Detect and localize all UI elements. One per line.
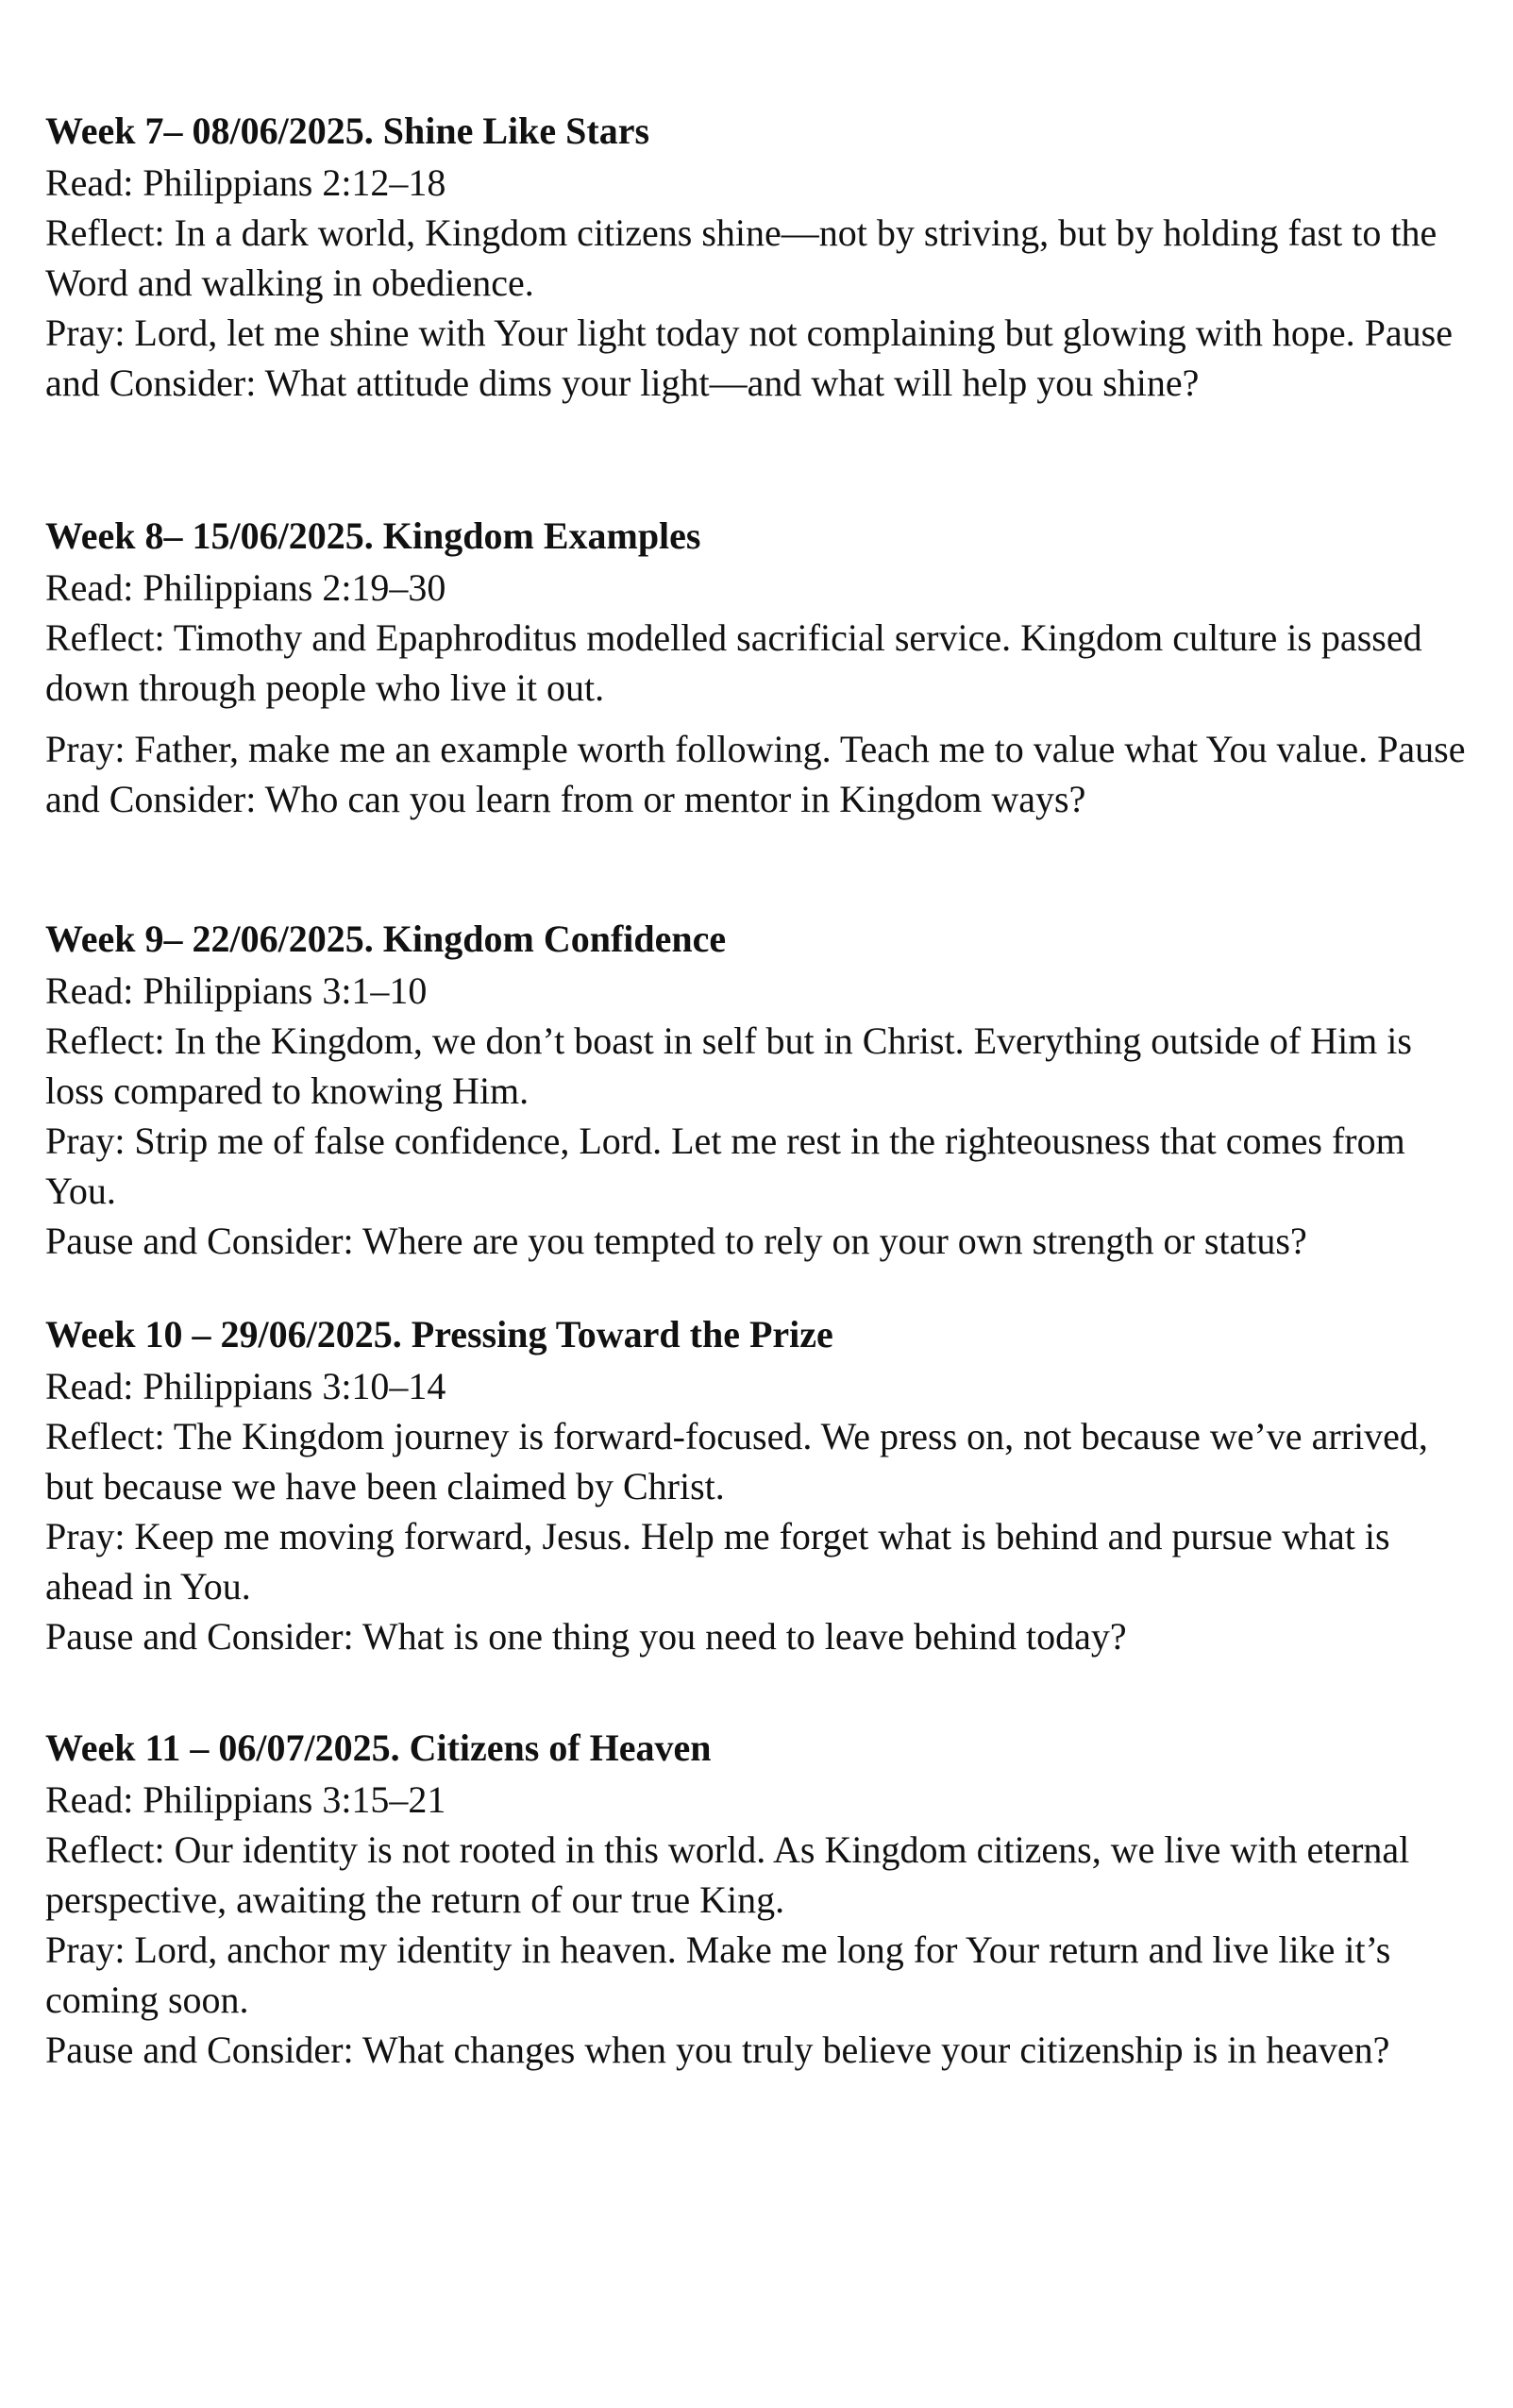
week-title: Week 10 – 29/06/2025. Pressing Toward the Prize: [45, 1313, 833, 1356]
reflect-line: Reflect: In a dark world, Kingdom citizens shine—not by striving, but by holding fast to the Word and walking in obedience.: [45, 211, 1437, 304]
reflect-line: Reflect: The Kingdom journey is forward-focused. We press on, not because we’ve arrived, but because we have been claimed by Christ.: [45, 1415, 1428, 1507]
pray-line: Pray: Keep me moving forward, Jesus. Help me forget what is behind and pursue what is ahead in You.: [45, 1515, 1390, 1608]
read-line: Read: Philippians 2:19–30: [45, 566, 446, 609]
week-title: Week 8– 15/06/2025. Kingdom Examples: [45, 514, 701, 557]
pray-line: Pray: Lord, let me shine with Your light today not complaining but glowing with hope. Pause and Consider: What attitude dims your light—and what will help you shine?: [45, 312, 1453, 404]
pray-line: Pray: Strip me of false confidence, Lord. Let me rest in the righteousness that comes from You.: [45, 1120, 1405, 1212]
reflect-line: Reflect: Our identity is not rooted in this world. As Kingdom citizens, we live with eternal perspective, awaiting the return of our true King.: [45, 1828, 1410, 1921]
week-11-entry: [45, 1723, 1480, 2075]
consider-line: Pause and Consider: Where are you tempted to rely on your own strength or status?: [45, 1220, 1307, 1262]
pray-line: Pray: Lord, anchor my identity in heaven. Make me long for Your return and live like it’s coming soon.: [45, 1928, 1391, 2021]
consider-line: Pause and Consider: What changes when you truly believe your citizenship is in heaven?: [45, 2029, 1390, 2071]
week-title: Week 11 – 06/07/2025. Citizens of Heaven: [45, 1726, 712, 1769]
pray-line: Pray: Father, make me an example worth following. Teach me to value what You value. Pause and Consider: Who can you learn from or mentor in Kingdom ways?: [45, 728, 1466, 820]
read-line: Read: Philippians 2:12–18: [45, 161, 446, 204]
week-9-entry: [45, 914, 1480, 1266]
reflect-line: Reflect: Timothy and Epaphroditus modelled sacrificial service. Kingdom culture is passed down through people who live it out.: [45, 616, 1422, 709]
week-8-entry: [45, 511, 1480, 824]
read-line: Read: Philippians 3:10–14: [45, 1365, 446, 1407]
week-title: Week 7– 08/06/2025. Shine Like Stars: [45, 109, 650, 152]
week-7-entry: [45, 106, 1480, 408]
read-line: Read: Philippians 3:15–21: [45, 1778, 446, 1821]
consider-line: Pause and Consider: What is one thing you need to leave behind today?: [45, 1615, 1127, 1658]
week-10-entry: [45, 1309, 1480, 1661]
week-title: Week 9– 22/06/2025. Kingdom Confidence: [45, 918, 727, 960]
read-line: Read: Philippians 3:1–10: [45, 969, 428, 1012]
reflect-line: Reflect: In the Kingdom, we don’t boast in self but in Christ. Everything outside of Him is loss compared to knowing Him.: [45, 1019, 1412, 1112]
